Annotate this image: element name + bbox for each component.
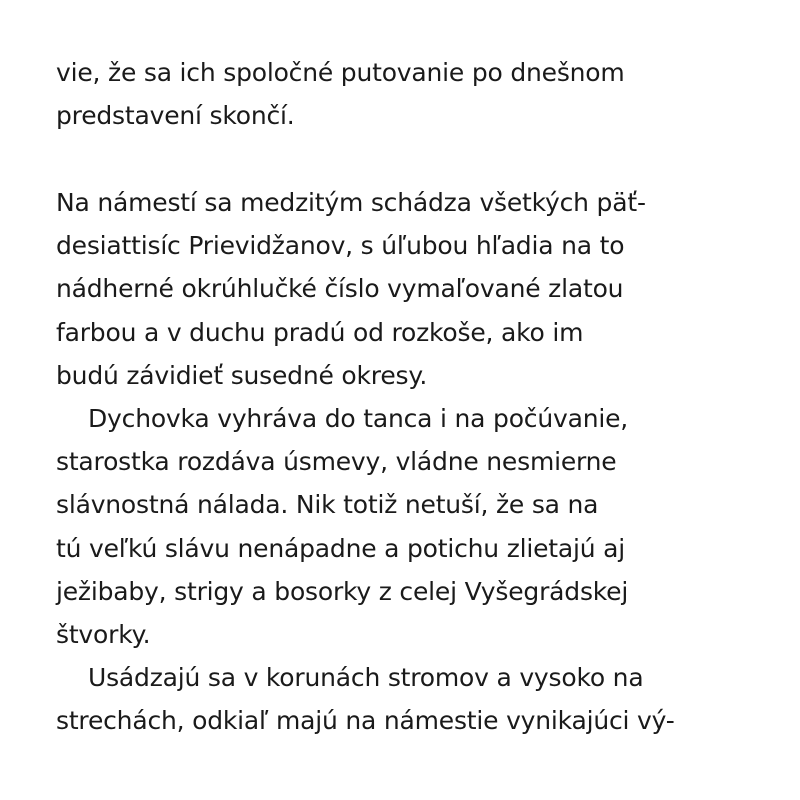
text-line: farbou a v duchu pradú od rozkoše, ako im bbox=[56, 318, 584, 347]
text-line: budú závidieť susedné okresy. bbox=[56, 361, 428, 390]
text-line: ježibaby, strigy a bosorky z celej Vyšegrádskej bbox=[56, 577, 629, 606]
text-line: desiattisíc Prievidžanov, s úľubou hľadia na to bbox=[56, 231, 625, 260]
text-line: Dychovka vyhráva do tanca i na počúvanie, bbox=[88, 404, 629, 433]
text-line: Usádzajú sa v korunách stromov a vysoko na bbox=[88, 663, 644, 692]
text-line: štvorky. bbox=[56, 620, 151, 649]
text-line: tú veľkú slávu nenápadne a potichu zlietajú aj bbox=[56, 534, 626, 563]
text-line: vie, že sa ich spoločné putovanie po dnešnom bbox=[56, 58, 625, 87]
text-line: slávnostná nálada. Nik totiž netuší, že sa na bbox=[56, 490, 599, 519]
text-line: predstavení skončí. bbox=[56, 101, 295, 130]
text-line: nádherné okrúhlučké číslo vymaľované zlatou bbox=[56, 274, 624, 303]
text-line: Na námestí sa medzitým schádza všetkých päť- bbox=[56, 188, 646, 217]
text-line: starostka rozdáva úsmevy, vládne nesmierne bbox=[56, 447, 617, 476]
text-line: strechách, odkiaľ majú na námestie vynikajúci vý- bbox=[56, 706, 675, 735]
